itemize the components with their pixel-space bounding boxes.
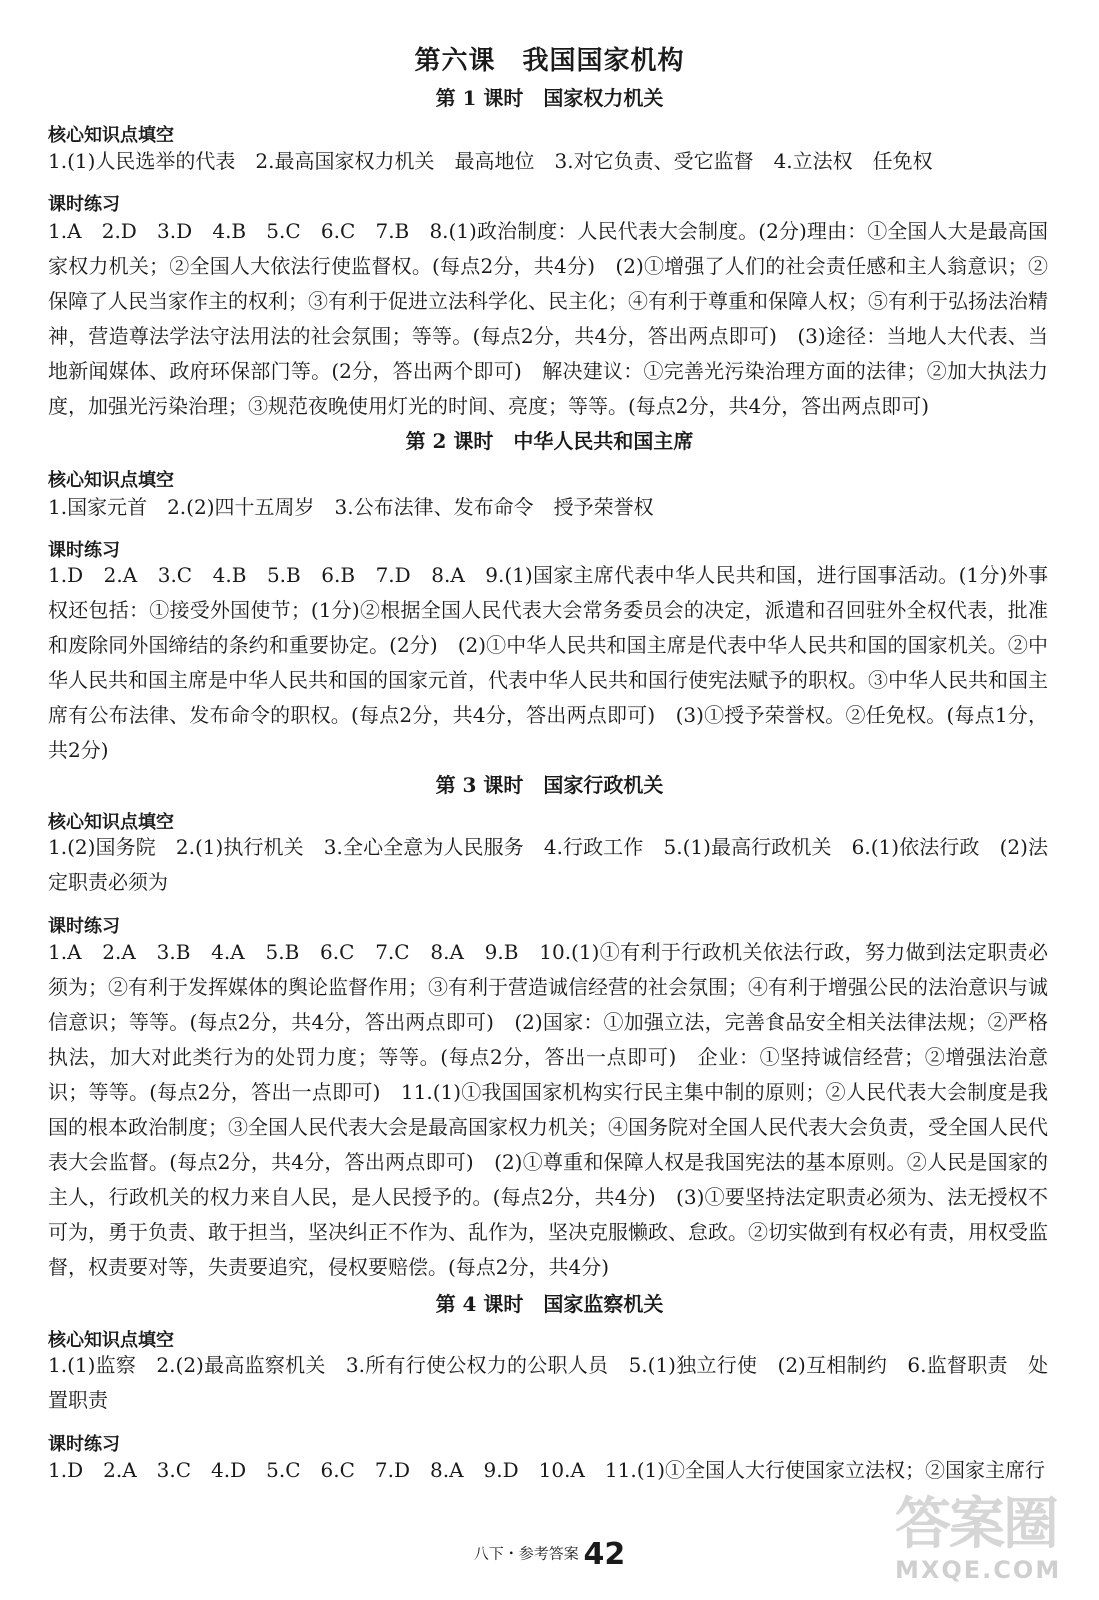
watermark-logo: 答案圈 [895, 1492, 1057, 1557]
lesson-1-fill-label: 核心知识点填空 [48, 125, 174, 146]
lesson-2-title: 第 2 课时 中华人民共和国主席 [405, 429, 694, 453]
lesson-4-practice-label: 课时练习 [48, 1434, 120, 1455]
lesson-3-fill-label: 核心知识点填空 [48, 812, 174, 833]
lesson-1-practice-label: 课时练习 [48, 194, 120, 215]
watermark [895, 1492, 1085, 1595]
watermark-url: MXQE.COM [895, 1556, 1062, 1584]
footer-label: 八下・参考答案 [473, 1544, 579, 1563]
lesson-1-fill: 1.(1)人民选举的代表 2.最高国家权力机关 最高地位 3.对它负责、受它监督 4.立法权 任免权 [48, 149, 933, 173]
lesson-4-title: 第 4 课时 国家监察机关 [435, 1292, 664, 1316]
chapter-title: 第六课 我国国家机构 [414, 46, 685, 76]
lesson-2-practice-label: 课时练习 [48, 540, 120, 561]
lesson-3-practice-label: 课时练习 [48, 916, 120, 937]
lesson-4-fill: 1.(1)监察 2.(2)最高监察机关 3.所有行使公权力的公职人员 5.(1)独立行使 (2)互相制约 6.监督职责 处置职责 [48, 1353, 1048, 1412]
lesson-3-title: 第 3 课时 国家行政机关 [435, 773, 664, 797]
lesson-3-fill: 1.(2)国务院 2.(1)执行机关 3.全心全意为人民服务 4.行政工作 5.(1)最高行政机关 6.(1)依法行政 (2)法定职责必须为 [48, 835, 1048, 894]
lesson-2-fill: 1.国家元首 2.(2)四十五周岁 3.公布法律、发布命令 授予荣誉权 [48, 495, 654, 519]
lesson-1-practice: 1.A 2.D 3.D 4.B 5.C 6.C 7.B 8.(1)政治制度：人民代表大会制度。(2分)理由：①全国人大是最高国家权力机关；②全国人大依法行使监督权。(每点2分，共4分) (2)①增强了人们的社会责任感和主人翁意识；②保障了人民当家作主的权利；③有利于促进立法科学化、民主化；④有利于尊重和保障人权；⑤有利于弘扬法治精神，营造尊法学法守法用法的社会氛围；等等。(每点2分，共4分，答出两点即可) (3)途径：当地人大代表、当地新闻媒体、政府环保部门等。(2分，答出两个即可) 解决建议：①完善光污染治理方面的法律；②加大执法力度，加强光污染治理；③规范夜晚使用灯光的时间、亮度；等等。(每点2分，共4分，答出两点即可) [48, 219, 1048, 418]
lesson-1-title: 第 1 课时 国家权力机关 [435, 86, 664, 110]
lesson-3-practice: 1.A 2.A 3.B 4.A 5.B 6.C 7.C 8.A 9.B 10.(1)①有利于行政机关依法行政，努力做到法定职责必须为；②有利于发挥媒体的舆论监督作用；③有利于营造诚信经营的社会氛围；④有利于增强公民的法治意识与诚信意识；等等。(每点2分，共4分，答出两点即可) (2)国家：①加强立法，完善食品安全相关法律法规；②严格执法，加大对此类行为的处罚力度；等等。(每点2分，答出一点即可) 企业：①坚持诚信经营；②增强法治意识；等等。(每点2分，答出一点即可) 11.(1)①我国国家机构实行民主集中制的原则；②人民代表大会制度是我国的根本政治制度；③全国人民代表大会是最高国家权力机关；④国务院对全国人民代表大会负责，受全国人民代表大会监督。(每点2分，共4分，答出两点即可) (2)①尊重和保障人权是我国宪法的基本原则。②人民是国家的主人，行政机关的权力来自人民，是人民授予的。(每点2分，共4分) (3)①要坚持法定职责必须为、法无授权不可为，勇于负责、敢于担当，坚决纠正不作为、乱作为，坚决克服懒政、怠政。②切实做到有权必有责，用权受监督，权责要对等，失责要追究，侵权要赔偿。(每点2分，共4分) [48, 940, 1048, 1279]
lesson-4-fill-label: 核心知识点填空 [48, 1330, 174, 1351]
lesson-2-practice: 1.D 2.A 3.C 4.B 5.B 6.B 7.D 8.A 9.(1)国家主席代表中华人民共和国，进行国事活动。(1分)外事权还包括：①接受外国使节；(1分)②根据全国人民代表大会常务委员会的决定，派遣和召回驻外全权代表，批准和废除同外国缔结的条约和重要协定。(2分) (2)①中华人民共和国主席是代表中华人民共和国的国家机关。②中华人民共和国主席是中华人民共和国的国家元首，代表中华人民共和国行使宪法赋予的职权。③中华人民共和国主席有公布法律、发布命令的职权。(每点2分，共4分，答出两点即可) (3)①授予荣誉权。②任免权。(每点1分，共2分) [48, 563, 1048, 762]
page-number: 42 [583, 1537, 626, 1572]
lesson-4-practice: 1.D 2.A 3.C 4.D 5.C 6.C 7.D 8.A 9.D 10.A 11.(1)①全国人大行使国家立法权；②国家主席行 [48, 1458, 1046, 1482]
lesson-2-fill-label: 核心知识点填空 [48, 470, 174, 491]
